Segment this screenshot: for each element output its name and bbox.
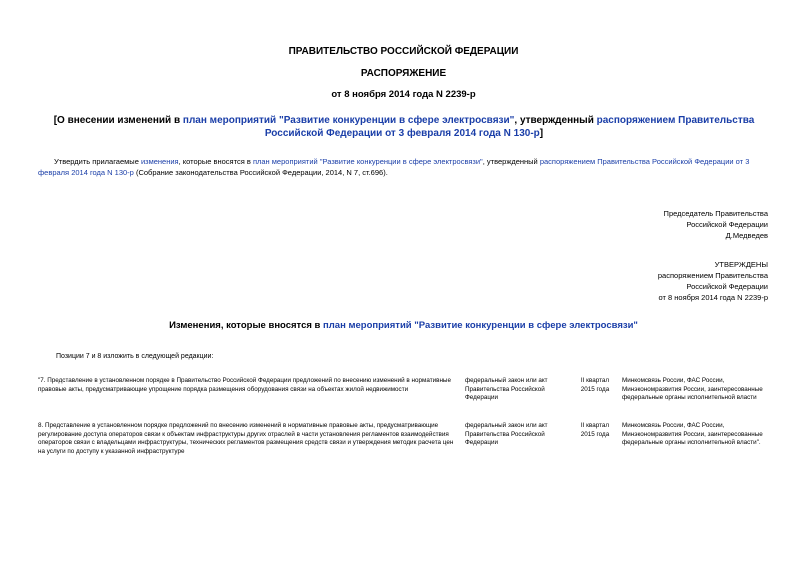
row-8-act: федеральный закон или акт Правительства Российской Федерации <box>465 422 548 447</box>
paragraph-text-3: , утвержденный <box>482 157 540 166</box>
paragraph-text-4: (Собрание законодательства Российской Федерации, 2014, N 7, ст.696). <box>133 168 388 177</box>
positions-note: Позиции 7 и 8 изложить в следующей редакции: <box>56 353 214 360</box>
approval-line-2: распоряжением Правительства <box>657 271 768 280</box>
approval-line-4: от 8 ноября 2014 года N 2239-р <box>658 293 768 302</box>
approval-block <box>658 259 768 303</box>
order-link[interactable]: распоряжением Правительства Российской Федерации от 3 февраля 2014 года N 130-р <box>38 157 750 177</box>
approval-title: УТВЕРЖДЕНЫ <box>714 260 768 269</box>
changes-heading <box>0 320 807 331</box>
paragraph-text-1: Утвердить прилагаемые <box>54 157 141 166</box>
row-8-text: 8. Представление в установленном порядке предложений по внесению изменений в нормативные правовые акты, предусматривающие регулирование доступа операторов связи к объектам инфраструктуры других отраслей в части установления регламентов взаимодействия операторов связи с владельцами инфраструктуры, технических регламентов размещения средств связи и утверждения методик расчета цен на услуги по доступу к указанной инфраструктуре <box>38 422 454 456</box>
plan-link[interactable]: план мероприятий "Развитие конкуренции в сфере электросвязи" <box>252 157 483 166</box>
title-plan-link[interactable]: план мероприятий "Развитие конкуренции в сфере электросвязи" <box>182 115 515 126</box>
row-7-text: "7. Представление в установленном порядке в Правительство Российской Федерации предложений по внесению изменений в нормативные правовые акты, предусматривающие упрощение порядка размещения оборудования связи на объектах жилой недвижимости <box>38 377 451 393</box>
government-header: ПРАВИТЕЛЬСТВО РОССИЙСКОЙ ФЕДЕРАЦИИ <box>288 46 519 57</box>
row-8-responsible: Минкомсвязь России, ФАС России, Минэкономразвития России, заинтересованные федеральные органы исполнительной власти". <box>622 422 763 447</box>
document-date: от 8 ноября 2014 года N 2239-р <box>331 89 476 100</box>
approval-line-3: Российской Федерации <box>686 282 768 291</box>
title-mid: , утвержденный <box>514 115 597 126</box>
row-7-act: федеральный закон или акт Правительства Российской Федерации <box>465 377 548 402</box>
order-paragraph <box>38 156 770 178</box>
signature-country: Российской Федерации <box>686 220 768 229</box>
row-7-term: II квартал 2015 года <box>580 377 610 393</box>
changes-link[interactable]: изменения <box>140 157 179 166</box>
signature-block <box>664 208 768 241</box>
signature-name: Д.Медведев <box>725 231 768 240</box>
title-open: [О внесении изменений в <box>53 115 183 126</box>
row-7-responsible: Минкомсвязь России, ФАС России, Минэкономразвития России, заинтересованные федеральные органы исполнительной власти <box>622 377 763 402</box>
changes-plan-link[interactable]: план мероприятий "Развитие конкуренции в сфере электросвязи" <box>323 320 638 331</box>
title-close: ] <box>539 128 544 139</box>
changes-heading-text: Изменения, которые вносятся в <box>169 320 324 331</box>
paragraph-text-2: , которые вносятся в <box>178 157 253 166</box>
document-type: РАСПОРЯЖЕНИЕ <box>360 68 447 79</box>
row-8-term: II квартал 2015 года <box>580 422 610 438</box>
title-order-link[interactable]: распоряжением Правительства Российской Федерации от 3 февраля 2014 года N 130-р <box>264 115 755 139</box>
signature-position: Председатель Правительства <box>663 209 768 218</box>
document-title <box>36 114 772 140</box>
